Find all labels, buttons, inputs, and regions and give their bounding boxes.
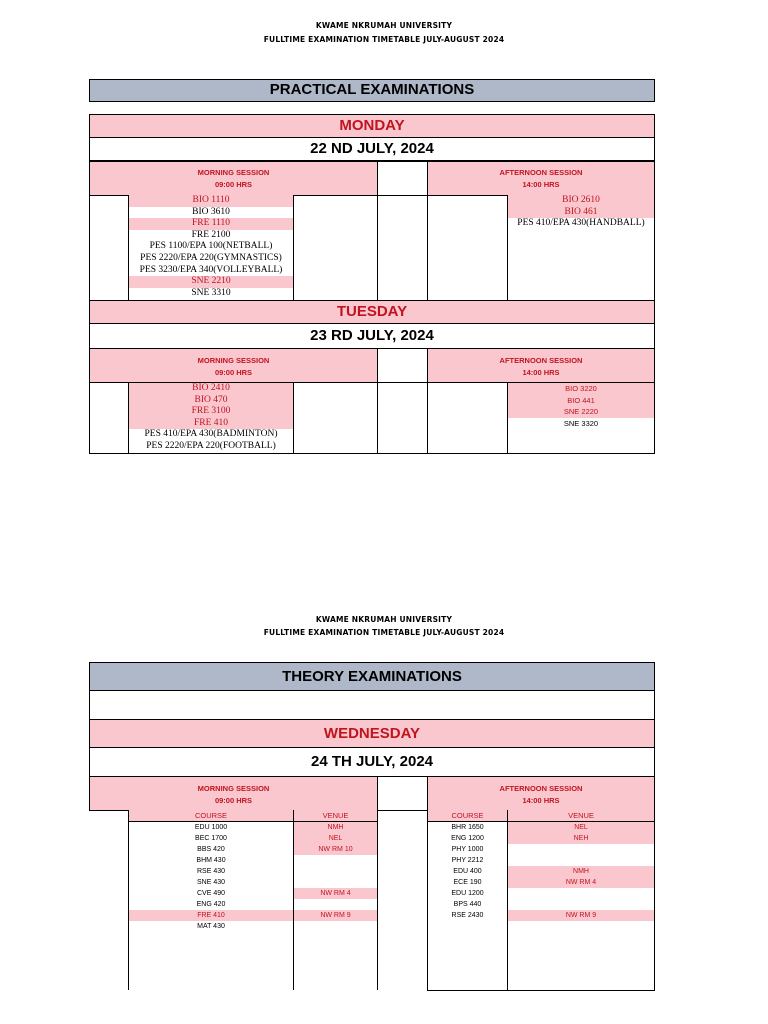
session-time: 14:00 HRS	[522, 796, 560, 805]
section-banner-practical: PRACTICAL EXAMINATIONS	[89, 79, 655, 102]
monday-afternoon-list	[508, 195, 654, 230]
morning-session-header-wednesday	[89, 776, 378, 811]
session-time: 09:00 HRS	[214, 796, 253, 805]
table-cell: BPS 440	[453, 901, 482, 908]
table-cell	[294, 899, 377, 910]
afternoon-session-header-wednesday	[427, 776, 655, 811]
grid-line	[377, 382, 378, 454]
list-item: PES 2220/EPA 220(FOOTBALL)	[146, 440, 276, 451]
table-cell: NW RM 9	[294, 910, 377, 921]
list-item: PES 3230/EPA 340(VOLLEYBALL)	[139, 264, 283, 275]
university-name: KWAME NKRUMAH UNIVERSITY	[315, 21, 453, 30]
tuesday-afternoon-list	[508, 383, 654, 429]
morning-session-header-monday	[89, 161, 378, 196]
afternoon-session-header-monday	[427, 161, 655, 196]
table-cell: RSE 2430	[451, 912, 484, 919]
table-cell: BHR 1650	[451, 824, 484, 831]
course-header: COURSE	[428, 810, 507, 822]
blank-row	[89, 690, 655, 720]
list-item: FRE 3100	[129, 406, 293, 418]
session-time: 14:00 HRS	[522, 368, 560, 377]
list-item: BIO 1110	[129, 195, 293, 207]
table-cell: NEL	[294, 833, 377, 844]
list-item: SNE 2210	[129, 276, 293, 288]
date-banner-monday: 22 ND JULY, 2024	[89, 137, 655, 161]
session-label: MORNING SESSION	[197, 784, 270, 793]
table-cell	[294, 921, 377, 932]
table-cell	[508, 888, 654, 899]
list-item: PES 2220/EPA 220(GYMNASTICS)	[140, 252, 282, 263]
list-item: BIO 441	[508, 395, 654, 407]
session-spacer	[377, 161, 428, 196]
list-item: SNE 2220	[508, 406, 654, 418]
table-cell	[294, 855, 377, 866]
list-item: BIO 3220	[508, 383, 654, 395]
tuesday-morning-list	[129, 383, 293, 453]
list-item: BIO 3610	[192, 206, 230, 217]
table-cell: FRE 410	[129, 910, 293, 921]
table-cell: EDU 400	[453, 868, 482, 875]
list-item: BIO 470	[129, 395, 293, 407]
grid-line	[293, 382, 294, 454]
grid-line	[427, 382, 428, 454]
session-label: MORNING SESSION	[197, 168, 270, 177]
list-item: BIO 461	[508, 207, 654, 219]
session-time: 09:00 HRS	[214, 368, 253, 377]
grid-line	[377, 195, 378, 301]
table-cell: NMH	[294, 822, 377, 833]
day-banner-monday: MONDAY	[89, 114, 655, 138]
table-cell: RSE 430	[196, 868, 226, 875]
table-cell: CVE 490	[196, 890, 226, 897]
session-time: 09:00 HRS	[214, 180, 253, 189]
table-cell: NMH	[508, 866, 654, 877]
table-cell	[508, 899, 654, 910]
date-banner-tuesday: 23 RD JULY, 2024	[89, 323, 655, 349]
list-item: BIO 2610	[508, 195, 654, 207]
table-cell	[508, 844, 654, 855]
grid-line	[427, 195, 428, 301]
session-label: MORNING SESSION	[197, 356, 270, 365]
timetable-title: FULLTIME EXAMINATION TIMETABLE JULY-AUGUST 2024	[263, 628, 505, 637]
date-banner-wednesday: 24 TH JULY, 2024	[89, 747, 655, 777]
table-cell: EDU 1000	[194, 824, 228, 831]
session-time: 14:00 HRS	[522, 180, 560, 189]
table-cell: ENG 1200	[451, 835, 484, 842]
monday-morning-list	[129, 195, 293, 299]
table-cell: PHY 1000	[451, 846, 484, 853]
afternoon-course-column	[428, 810, 507, 921]
table-cell: PHY 2212	[451, 857, 484, 864]
list-item: BIO 2410	[129, 383, 293, 395]
table-cell: BHM 430	[196, 857, 226, 864]
day-banner-tuesday: TUESDAY	[89, 300, 655, 324]
afternoon-venue-column	[508, 810, 654, 921]
day-banner-wednesday: WEDNESDAY	[89, 719, 655, 748]
morning-course-column	[129, 810, 293, 932]
list-item: SNE 3310	[191, 287, 231, 298]
morning-session-header-tuesday	[89, 348, 378, 383]
table-cell: NEH	[508, 833, 654, 844]
session-spacer	[377, 776, 428, 811]
list-item: SNE 3320	[563, 418, 599, 428]
table-cell	[294, 877, 377, 888]
table-cell: NEL	[508, 822, 654, 833]
session-label: AFTERNOON SESSION	[499, 784, 583, 793]
table-cell: EDU 1200	[451, 890, 484, 897]
table-cell	[294, 866, 377, 877]
section-banner-theory: THEORY EXAMINATIONS	[89, 662, 655, 691]
list-item: PES 1100/EPA 100(NETBALL)	[149, 241, 273, 252]
timetable-title: FULLTIME EXAMINATION TIMETABLE JULY-AUGUST 2024	[263, 35, 505, 44]
table-cell: NW RM 4	[294, 888, 377, 899]
table-cell	[508, 855, 654, 866]
session-label: AFTERNOON SESSION	[499, 356, 583, 365]
table-cell: NW RM 4	[508, 877, 654, 888]
list-item: FRE 2100	[191, 229, 231, 240]
table-cell: BEC 1700	[195, 835, 227, 842]
session-label: AFTERNOON SESSION	[499, 168, 583, 177]
list-item: FRE 410	[129, 418, 293, 430]
morning-venue-column	[294, 810, 377, 932]
list-item: FRE 1110	[129, 218, 293, 230]
course-header: COURSE	[129, 810, 293, 822]
university-name: KWAME NKRUMAH UNIVERSITY	[315, 615, 453, 624]
venue-header: VENUE	[508, 810, 654, 822]
table-cell: NW RM 10	[294, 844, 377, 855]
grid-line	[293, 195, 294, 301]
session-spacer	[377, 348, 428, 383]
table-cell: BBS 420	[197, 846, 225, 853]
list-item: PES 410/EPA 430(BADMINTON)	[144, 429, 278, 440]
table-cell: NW RM 9	[508, 910, 654, 921]
table-cell: ECE 190	[453, 879, 482, 886]
table-cell: SNE 430	[196, 879, 226, 886]
afternoon-session-header-tuesday	[427, 348, 655, 383]
venue-header: VENUE	[294, 810, 377, 822]
table-cell: ENG 420	[196, 901, 226, 908]
table-cell: MAT 430	[197, 923, 225, 930]
list-item: PES 410/EPA 430(HANDBALL)	[517, 218, 645, 229]
